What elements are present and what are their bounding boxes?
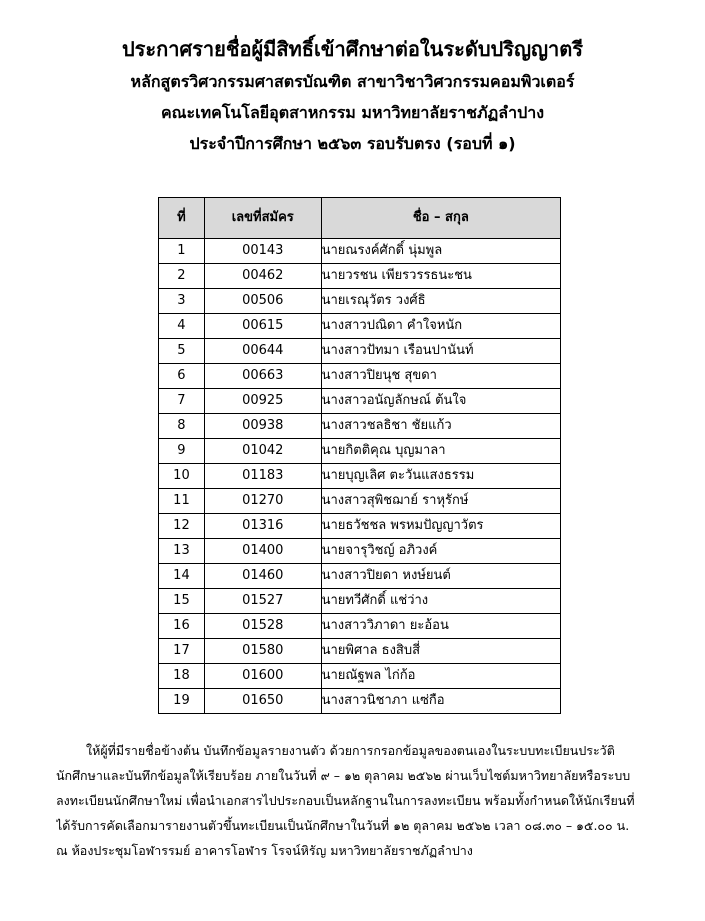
application-number: 00938 — [204, 414, 321, 439]
instruction-line: นักศึกษาและบันทึกข้อมูลให้เรียบร้อย ภายในวันที่ ๙ – ๑๒ ตุลาคม ๒๕๖๒ ผ่านเว็บไซต์มหาวิทยาลัยหรือระบบ — [56, 768, 631, 783]
application-number: 01316 — [204, 514, 321, 539]
row-number: 1 — [159, 239, 205, 264]
table-row — [159, 614, 561, 639]
table-row — [159, 389, 561, 414]
applicant-table — [158, 197, 561, 714]
row-number: 4 — [159, 314, 205, 339]
announcement-header — [0, 32, 705, 159]
column-header-application-number: เลขที่สมัคร — [204, 198, 321, 239]
row-number: 6 — [159, 364, 205, 389]
applicant-name: นายบุญเลิศ ตะวันแสงธรรม — [321, 464, 560, 489]
instruction-line: ได้รับการคัดเลือกมารายงานตัวขึ้นทะเบียนเป็นนักศึกษาในวันที่ ๑๒ ตุลาคม ๒๕๖๒ เวลา ๐๘.๓๐ – ๑๕.๐๐ น. — [56, 818, 630, 833]
application-number: 01600 — [204, 664, 321, 689]
table-row — [159, 289, 561, 314]
applicant-name: นางสาวนิชาภา แซ่กือ — [321, 689, 560, 714]
applicant-name: นางสาวอนัญลักษณ์ ต้นใจ — [321, 389, 560, 414]
table-row — [159, 364, 561, 389]
announcement-title: ประกาศรายชื่อผู้มีสิทธิ์เข้าศึกษาต่อในระดับปริญญาตรี — [121, 37, 584, 61]
row-number: 8 — [159, 414, 205, 439]
program-name: หลักสูตรวิศวกรรมศาสตรบัณฑิต สาขาวิชาวิศวกรรมคอมพิวเตอร์ — [130, 72, 575, 91]
application-number: 01270 — [204, 489, 321, 514]
application-number: 00143 — [204, 239, 321, 264]
row-number: 12 — [159, 514, 205, 539]
row-number: 5 — [159, 339, 205, 364]
table-row — [159, 414, 561, 439]
row-number: 19 — [159, 689, 205, 714]
row-number: 15 — [159, 589, 205, 614]
row-number: 9 — [159, 439, 205, 464]
application-number: 01460 — [204, 564, 321, 589]
table-row — [159, 264, 561, 289]
row-number: 16 — [159, 614, 205, 639]
table-row — [159, 689, 561, 714]
table-row — [159, 589, 561, 614]
applicant-name: นายวรชน เพียรวรรธนะชน — [321, 264, 560, 289]
application-number: 01042 — [204, 439, 321, 464]
row-number: 3 — [159, 289, 205, 314]
applicant-name: นางสาวชลธิชา ชัยแก้ว — [321, 414, 560, 439]
application-number: 01528 — [204, 614, 321, 639]
table-row — [159, 514, 561, 539]
row-number: 2 — [159, 264, 205, 289]
row-number: 13 — [159, 539, 205, 564]
table-row — [159, 489, 561, 514]
applicant-name: นายธวัชชล พรหมปัญญาวัตร — [321, 514, 560, 539]
applicant-name: นางสาวปณิดา คำใจหนัก — [321, 314, 560, 339]
row-number: 11 — [159, 489, 205, 514]
row-number: 17 — [159, 639, 205, 664]
row-number: 7 — [159, 389, 205, 414]
applicant-name: นายเรณุวัตร วงศ์ธิ — [321, 289, 560, 314]
table-row — [159, 239, 561, 264]
row-number: 10 — [159, 464, 205, 489]
applicant-name: นางสาวปัทมา เรือนปานันท์ — [321, 339, 560, 364]
applicant-name: นายพิศาล ธงสิบสี่ — [321, 639, 560, 664]
application-number: 01527 — [204, 589, 321, 614]
column-header-full-name: ชื่อ – สกุล — [321, 198, 560, 239]
table-row — [159, 639, 561, 664]
application-number: 00925 — [204, 389, 321, 414]
academic-year-round: ประจำปีการศึกษา ๒๕๖๓ รอบรับตรง (รอบที่ ๑) — [189, 134, 516, 153]
applicant-name: นายจารุวิชญ์ อภิวงค์ — [321, 539, 560, 564]
applicant-name: นายทวีศักดิ์ แช่ว่าง — [321, 589, 560, 614]
applicant-name: นางสาวปิยดา หงษ์ยนต์ — [321, 564, 560, 589]
table-body — [159, 239, 561, 714]
applicant-name: นายณรงค์ศักดิ์ นุ่มพูล — [321, 239, 560, 264]
applicant-name: นางสาวปิยนุช สุขดา — [321, 364, 560, 389]
table-row — [159, 664, 561, 689]
applicant-name: นายกิตติคุณ บุญมาลา — [321, 439, 560, 464]
table-row — [159, 439, 561, 464]
instruction-line: ณ ห้องประชุมโอฬารรมย์ อาคารโอฬาร โรจน์หิรัญ มหาวิทยาลัยราชภัฏลำปาง — [56, 843, 473, 858]
application-number: 00663 — [204, 364, 321, 389]
application-number: 01183 — [204, 464, 321, 489]
table-row — [159, 339, 561, 364]
table-row — [159, 314, 561, 339]
row-number: 18 — [159, 664, 205, 689]
column-header-no: ที่ — [159, 198, 205, 239]
application-number: 00644 — [204, 339, 321, 364]
row-number: 14 — [159, 564, 205, 589]
application-number: 00615 — [204, 314, 321, 339]
application-number: 00506 — [204, 289, 321, 314]
application-number: 01650 — [204, 689, 321, 714]
table-row — [159, 464, 561, 489]
table-header-row — [159, 198, 561, 239]
application-number: 00462 — [204, 264, 321, 289]
instruction-line: ลงทะเบียนนักศึกษาใหม่ เพื่อนำเอกสารไปประกอบเป็นหลักฐานในการลงทะเบียน พร้อมทั้งกำหนดให้นักเรียนที่ — [56, 793, 635, 808]
instructions-paragraph — [56, 738, 654, 863]
applicant-name: นางสาววิภาดา ยะอ้อน — [321, 614, 560, 639]
table-row — [159, 564, 561, 589]
application-number: 01580 — [204, 639, 321, 664]
applicant-name: นายณัฐพล ไก่ก้อ — [321, 664, 560, 689]
applicant-name: นางสาวสุพิชฌาย์ ราหุรักษ์ — [321, 489, 560, 514]
instruction-line: ให้ผู้ที่มีรายชื่อข้างต้น บันทึกข้อมูลรายงานตัว ด้วยการกรอกข้อมูลของตนเองในระบบทะเบียนประวัติ — [86, 743, 615, 758]
table-row — [159, 539, 561, 564]
faculty-university: คณะเทคโนโลยีอุตสาหกรรม มหาวิทยาลัยราชภัฏลำปาง — [160, 103, 545, 122]
application-number: 01400 — [204, 539, 321, 564]
